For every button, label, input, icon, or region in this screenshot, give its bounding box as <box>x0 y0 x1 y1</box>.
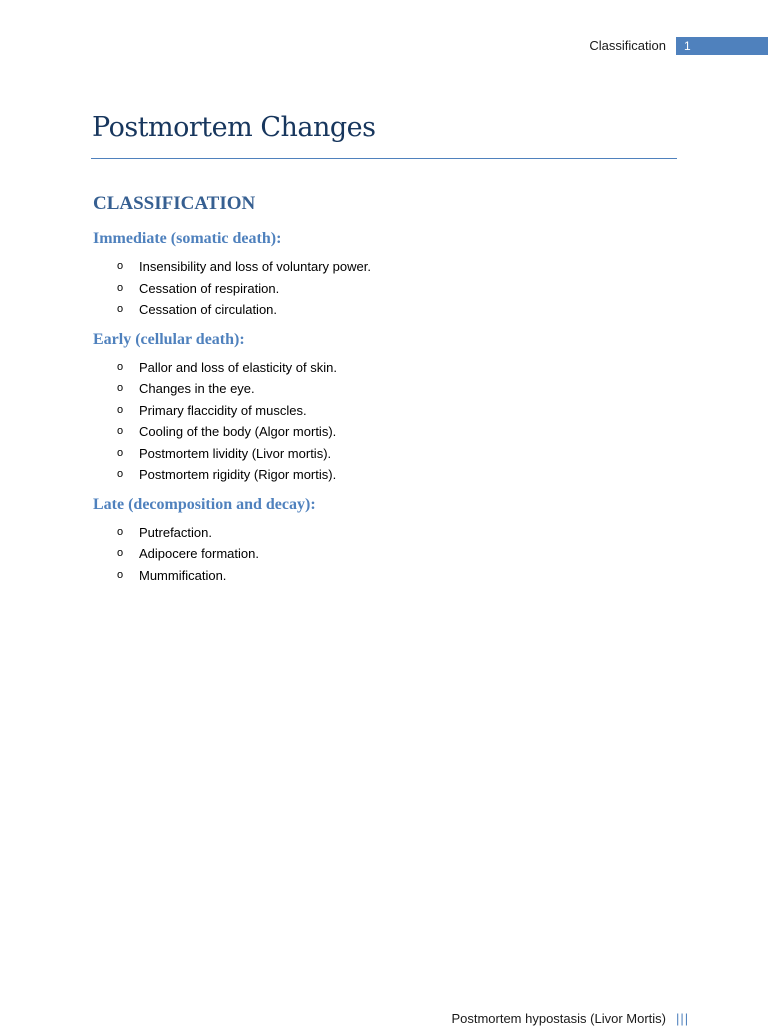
list-item-text: Insensibility and loss of voluntary power. <box>139 259 371 274</box>
page-number-badge <box>676 37 768 55</box>
list-item-text: Mummification. <box>139 567 227 583</box>
section-heading: CLASSIFICATION <box>93 193 256 214</box>
page-footer <box>0 1008 768 1028</box>
group-early <box>93 329 673 486</box>
list-item-text: Postmortem lividity (Livor mortis). <box>139 445 332 461</box>
list-item <box>93 299 673 321</box>
list-item-text: Cooling of the body (Algor mortis). <box>139 424 337 439</box>
list-item-text: Pallor and loss of elasticity of skin. <box>139 359 337 375</box>
footer-separator: ||| <box>676 1011 690 1026</box>
list-item-text: Primary flaccidity of muscles. <box>139 402 307 418</box>
list-item <box>93 522 673 544</box>
list-item-text: Postmortem rigidity (Rigor mortis). <box>139 467 337 482</box>
title-divider <box>91 158 677 159</box>
bullet-icon: o <box>117 547 124 559</box>
list-item-text: Cessation of respiration. <box>139 280 280 296</box>
list-item <box>93 464 673 486</box>
list-item <box>93 543 673 565</box>
list-item-text: Adipocere formation. <box>139 546 259 561</box>
bullet-icon: o <box>117 425 124 437</box>
bullet-icon: o <box>117 446 124 459</box>
bullet-icon: o <box>117 525 124 538</box>
bullet-list <box>93 357 673 486</box>
list-item <box>93 421 673 443</box>
page-number: 1 <box>684 39 691 53</box>
page-title: Postmortem Changes <box>92 112 376 143</box>
bullet-icon: o <box>117 382 124 394</box>
group-immediate <box>93 228 673 321</box>
group-heading: Immediate (somatic death): <box>93 230 282 247</box>
bullet-icon: o <box>117 303 124 315</box>
list-item <box>93 256 673 278</box>
list-item <box>93 400 673 422</box>
list-item-text: Changes in the eye. <box>139 381 255 396</box>
list-item-text: Cessation of circulation. <box>139 302 278 317</box>
bullet-icon: o <box>117 468 124 480</box>
group-late <box>93 494 673 587</box>
bullet-icon: o <box>117 360 124 373</box>
bullet-list <box>93 522 673 587</box>
header-label: Classification <box>589 38 666 53</box>
footer-label: Postmortem hypostasis (Livor Mortis) <box>451 1011 666 1026</box>
bullet-icon: o <box>117 281 124 294</box>
list-item-text: Putrefaction. <box>139 524 212 540</box>
group-heading: Late (decomposition and decay): <box>93 495 316 513</box>
bullet-icon: o <box>117 568 124 581</box>
list-item <box>93 378 673 400</box>
document-body <box>93 192 673 594</box>
list-item <box>93 278 673 300</box>
bullet-icon: o <box>117 260 124 272</box>
bullet-list <box>93 256 673 321</box>
page-header <box>0 37 768 57</box>
list-item <box>93 565 673 587</box>
list-item <box>93 443 673 465</box>
bullet-icon: o <box>117 403 124 416</box>
list-item <box>93 357 673 379</box>
group-heading: Early (cellular death): <box>93 330 245 348</box>
